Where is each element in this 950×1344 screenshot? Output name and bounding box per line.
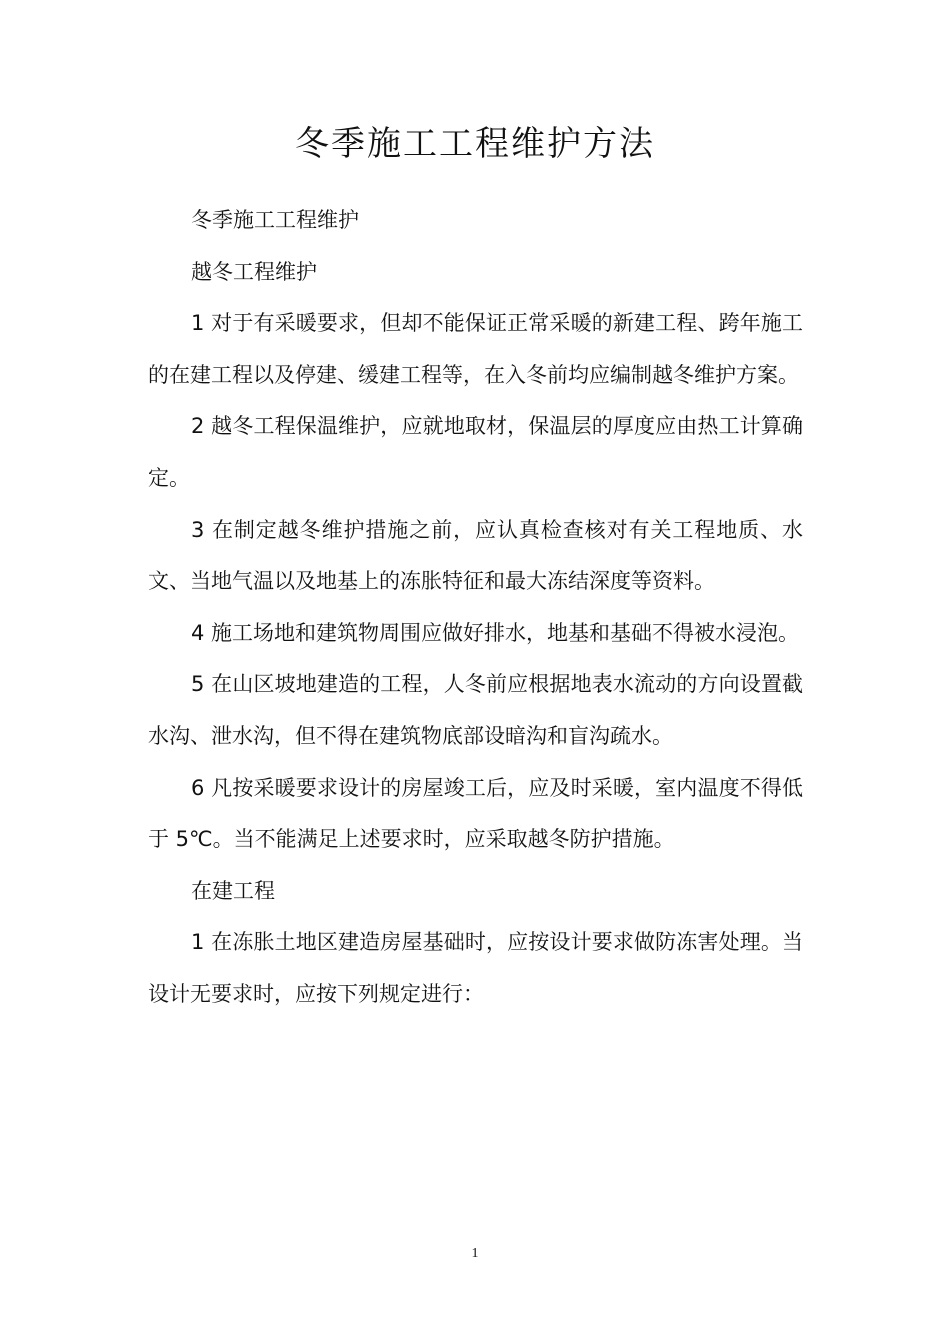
paragraph: 1 对于有采暖要求，但却不能保证正常采暖的新建工程、跨年施工的在建工程以及停建、缓建工程等，在入冬前均应编制越冬维护方案。 <box>148 311 803 387</box>
document-body <box>148 195 803 1021</box>
paragraph: 3 在制定越冬维护措施之前，应认真检查核对有关工程地质、水文、当地气温以及地基上的冻胀特征和最大冻结深度等资料。 <box>148 517 803 594</box>
paragraph: 6 凡按采暖要求设计的房屋竣工后，应及时采暖，室内温度不得低于 5℃。当不能满足上述要求时，应采取越冬防护措施。 <box>148 775 803 852</box>
paragraph: 冬季施工工程维护 <box>191 208 359 232</box>
paragraph: 在建工程 <box>191 878 275 903</box>
paragraph: 2 越冬工程保温维护，应就地取材，保温层的厚度应由热工计算确定。 <box>148 414 803 490</box>
paragraph: 1 在冻胀土地区建造房屋基础时，应按设计要求做防冻害处理。当设计无要求时，应按下列规定进行： <box>148 930 803 1006</box>
page-number: 1 <box>471 1246 479 1261</box>
document-title: 冬季施工工程维护方法 <box>295 124 655 164</box>
paragraph: 越冬工程维护 <box>191 259 317 284</box>
paragraph: 5 在山区坡地建造的工程，人冬前应根据地表水流动的方向设置截水沟、泄水沟，但不得在建筑物底部设暗沟和盲沟疏水。 <box>148 672 803 748</box>
paragraph: 4 施工场地和建筑物周围应做好排水，地基和基础不得被水浸泡。 <box>191 620 800 645</box>
